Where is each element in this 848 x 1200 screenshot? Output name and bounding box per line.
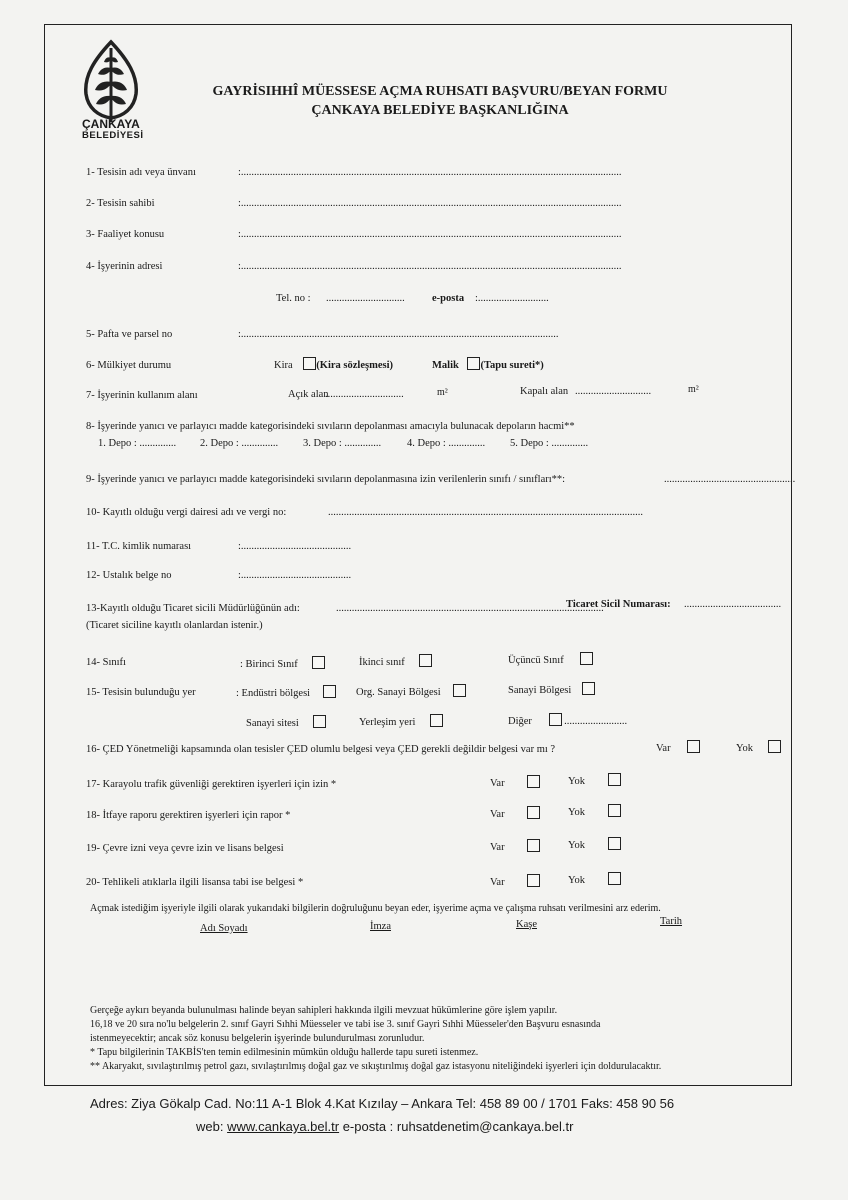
sanayi-bolgesi-label: Sanayi Bölgesi xyxy=(508,685,572,696)
f20-yok-checkbox[interactable] xyxy=(608,872,621,885)
field-17-label: 17- Karayolu trafik güvenliği gerektiren işyerleri için izin * xyxy=(86,779,337,790)
ucuncu-sinif-option xyxy=(508,652,593,666)
f19-yok-checkbox[interactable] xyxy=(608,837,621,850)
ticaret-sicil-label: Ticaret Sicil Numarası: xyxy=(566,599,671,610)
sanayi-sitesi-checkbox[interactable] xyxy=(313,715,326,728)
footer-address: Adres: Ziya Gökalp Cad. No:11 A-1 Blok 4.Kat Kızılay – Ankara Tel: 458 89 00 / 1701 Faks: 458 90 56 xyxy=(90,1096,675,1111)
field-11-label: 11- T.C. kimlik numarası xyxy=(86,541,192,552)
ucuncu-sinif-label: Üçüncü Sınıf xyxy=(508,655,564,666)
f17-var-option xyxy=(490,775,540,789)
field-13-note: (Ticaret siciline kayıtlı olanlardan istenir.) xyxy=(86,620,263,631)
f20-var-option xyxy=(490,874,540,888)
field-18-label: 18- İtfaye raporu gerektiren işyerleri için rapor * xyxy=(86,810,291,821)
field-3-input[interactable]: :................................................................................................................................................. xyxy=(238,229,622,240)
f18-var-label: Var xyxy=(490,809,505,820)
eposta-label: e-posta xyxy=(432,293,465,304)
f16-yok-checkbox[interactable] xyxy=(768,740,781,753)
org-sanayi-option xyxy=(356,684,466,698)
imza-label: İmza xyxy=(370,921,391,932)
kira-note: (Kira sözleşmesi) xyxy=(316,360,393,371)
logo-line1: ÇANKAYA xyxy=(82,117,140,131)
f19-yok-option xyxy=(568,837,621,851)
kase-label: Kaşe xyxy=(516,919,537,930)
f19-yok-label: Yok xyxy=(568,840,586,851)
depo-2-input[interactable]: 2. Depo : .............. xyxy=(200,438,279,449)
tel-label: Tel. no : xyxy=(276,293,311,304)
malik-checkbox[interactable] xyxy=(467,357,480,370)
f18-yok-label: Yok xyxy=(568,807,586,818)
footer-web-label: web: xyxy=(196,1119,224,1134)
depo-4-input[interactable]: 4. Depo : .............. xyxy=(407,438,486,449)
field-16-label: 16- ÇED Yönetmeliği kapsamında olan tesisler ÇED olumlu belgesi veya ÇED gerekli değildir belgesi var mı ? xyxy=(86,744,556,755)
field-10-label: 10- Kayıtlı olduğu vergi dairesi adı ve vergi no: xyxy=(86,507,287,518)
birinci-sinif-label: : Birinci Sınıf xyxy=(240,659,298,670)
f16-yok-label: Yok xyxy=(736,743,754,754)
acik-alan-label: Açık alan xyxy=(288,389,329,400)
org-sanayi-label: Org. Sanayi Bölgesi xyxy=(356,687,441,698)
field-5-label: 5- Pafta ve parsel no xyxy=(86,329,173,340)
f18-var-option xyxy=(490,806,540,820)
field-10-input[interactable]: ........................................................................................................................ xyxy=(328,507,643,518)
f18-yok-option xyxy=(568,804,621,818)
ikinci-sinif-label: İkinci sınıf xyxy=(359,657,405,668)
depo-5-input[interactable]: 5. Depo : .............. xyxy=(510,438,589,449)
field-9-label: 9- İşyerinde yanıcı ve parlayıcı madde kategorisindeki sıvıların depolanmasına izin verilenlerin sınıfı / sınıfları**: xyxy=(86,474,566,485)
f17-var-label: Var xyxy=(490,778,505,789)
f17-var-checkbox[interactable] xyxy=(527,775,540,788)
field-20-label: 20- Tehlikeli atıklarla ilgili lisansa tabi ise belgesi * xyxy=(86,877,304,888)
f20-yok-option xyxy=(568,872,621,886)
f19-var-label: Var xyxy=(490,842,505,853)
field-8-label: 8- İşyerinde yanıcı ve parlayıcı madde kategorisindeki sıvıların depolanması amacıyla bulunacak depoların hacmi** xyxy=(86,421,575,432)
sanayi-bolgesi-option xyxy=(508,682,595,696)
field-1-input[interactable]: :................................................................................................................................................. xyxy=(238,167,622,178)
yerlesim-yeri-checkbox[interactable] xyxy=(430,714,443,727)
f18-var-checkbox[interactable] xyxy=(527,806,540,819)
diger-option xyxy=(508,713,627,727)
ikinci-sinif-option xyxy=(359,654,432,668)
ticaret-sicil-input[interactable]: ..................................... xyxy=(684,599,782,610)
form-title: GAYRİSIHHÎ MÜESSESE AÇMA RUHSATI BAŞVURU/BEYAN FORMU xyxy=(212,84,668,99)
ucuncu-sinif-checkbox[interactable] xyxy=(580,652,593,665)
f19-var-option xyxy=(490,839,540,853)
field-2-input[interactable]: :................................................................................................................................................. xyxy=(238,198,622,209)
f16-var-option xyxy=(656,740,700,754)
endustri-label: : Endüstri bölgesi xyxy=(236,688,311,699)
kira-label: Kira xyxy=(274,360,293,371)
f17-yok-option xyxy=(568,773,621,787)
depo-3-input[interactable]: 3. Depo : .............. xyxy=(303,438,382,449)
f18-yok-checkbox[interactable] xyxy=(608,804,621,817)
logo-line2: BELEDİYESİ xyxy=(82,130,144,141)
field-2-label: 2- Tesisin sahibi xyxy=(86,198,155,209)
note-2: 16,18 ve 20 sıra no'lu belgelerin 2. sınıf Gayri Sıhhi Müesseler ve tabi ise 3. sınıf Gayri Sıhhi Müesseler'den Başvuru esnasında xyxy=(90,1019,601,1030)
field-12-input[interactable]: :.......................................... xyxy=(238,570,352,581)
f16-yok-option xyxy=(736,740,781,754)
malik-note: (Tapu sureti*) xyxy=(480,360,544,371)
acik-alan-input[interactable]: .............................. xyxy=(325,389,404,400)
malik-label: Malik xyxy=(432,360,459,371)
field-13-input[interactable]: ...................................................................................................... xyxy=(336,603,604,614)
form-subtitle: ÇANKAYA BELEDİYE BAŞKANLIĞINA xyxy=(311,103,569,118)
diger-label: Diğer xyxy=(508,716,532,727)
sanayi-sitesi-label: Sanayi sitesi xyxy=(246,718,299,729)
birinci-sinif-option xyxy=(240,656,325,670)
birinci-sinif-checkbox[interactable] xyxy=(312,656,325,669)
f16-var-label: Var xyxy=(656,743,671,754)
tarih-label: Tarih xyxy=(660,916,683,927)
note-1: Gerçeğe aykırı beyanda bulunulması halinde beyan sahipleri hakkında ilgili mevzuat hükümlerine göre işlem yapılır. xyxy=(90,1005,558,1016)
diger-input[interactable]: ........................ xyxy=(564,716,628,727)
footer-contact xyxy=(196,1119,573,1134)
diger-checkbox[interactable] xyxy=(549,713,562,726)
sanayi-bolgesi-checkbox[interactable] xyxy=(582,682,595,695)
f20-var-label: Var xyxy=(490,877,505,888)
f17-yok-label: Yok xyxy=(568,776,586,787)
field-9-input[interactable]: .................................................. xyxy=(664,474,796,485)
ikinci-sinif-checkbox[interactable] xyxy=(419,654,432,667)
endustri-checkbox[interactable] xyxy=(323,685,336,698)
field-6-label: 6- Mülkiyet durumu xyxy=(86,360,172,371)
field-14-label: 14- Sınıfı xyxy=(86,657,126,668)
field-15-label: 15- Tesisin bulunduğu yer xyxy=(86,687,196,698)
field-19-label: 19- Çevre izni veya çevre izin ve lisans belgesi xyxy=(86,843,284,854)
kira-option xyxy=(274,357,393,371)
kapali-alan-label: Kapalı alan xyxy=(520,386,569,397)
f17-yok-checkbox[interactable] xyxy=(608,773,621,786)
endustri-option xyxy=(236,685,336,699)
adi-soyadi-label: Adı Soyadı xyxy=(200,923,248,934)
yerlesim-yeri-option xyxy=(359,714,443,728)
field-4-input[interactable]: :................................................................................................................................................. xyxy=(238,261,622,272)
kapali-alan-input[interactable]: ............................. xyxy=(575,386,652,397)
yerlesim-yeri-label: Yerleşim yeri xyxy=(359,717,416,728)
kira-checkbox[interactable] xyxy=(303,357,316,370)
note-3: istenmeyecektir; ancak söz konusu belgelerin işyerinde bulundurulması zorunludur. xyxy=(90,1033,425,1044)
tel-input[interactable]: .............................. xyxy=(326,293,405,304)
field-5-input[interactable]: :......................................................................................................................... xyxy=(238,329,559,340)
f19-var-checkbox[interactable] xyxy=(527,839,540,852)
sanayi-sitesi-option xyxy=(246,715,326,729)
field-13-label: 13-Kayıtlı olduğu Ticaret sicili Müdürlüğünün adı: xyxy=(86,603,300,614)
logo-text xyxy=(82,118,144,142)
f20-yok-label: Yok xyxy=(568,875,586,886)
field-7-label: 7- İşyerinin kullanım alanı xyxy=(86,390,198,401)
note-5: ** Akaryakıt, sıvılaştırılmış petrol gazı, sıvılaştırılmış doğal gaz ve sıkıştırılmış doğal gaz istasyonu niteliğindeki işyerleri için doldurulacaktır. xyxy=(90,1061,662,1072)
eposta-input[interactable]: :........................... xyxy=(475,293,549,304)
org-sanayi-checkbox[interactable] xyxy=(453,684,466,697)
note-4: * Tapu bilgilerinin TAKBİS'ten temin edilmesinin mümkün olduğu hallerde tapu sureti istenmez. xyxy=(90,1047,479,1058)
f20-var-checkbox[interactable] xyxy=(527,874,540,887)
field-12-label: 12- Ustalık belge no xyxy=(86,570,172,581)
declaration-text: Açmak istediğim işyeriyle ilgili olarak yukarıdaki bilgilerin doğruluğunu beyan eder, işyerime açma ve çalışma ruhsatı verilmesini arz ederim. xyxy=(90,903,661,914)
field-1-label: 1- Tesisin adı veya ünvanı xyxy=(86,167,196,178)
kapali-alan-unit: m² xyxy=(688,384,699,395)
f16-var-checkbox[interactable] xyxy=(687,740,700,753)
acik-alan-unit: m² xyxy=(437,387,448,398)
footer-eposta: e-posta : ruhsatdenetim@cankaya.bel.tr xyxy=(339,1119,574,1134)
malik-option xyxy=(432,357,544,371)
field-11-input[interactable]: :.......................................... xyxy=(238,541,352,552)
field-3-label: 3- Faaliyet konusu xyxy=(86,229,165,240)
field-4-label: 4- İşyerinin adresi xyxy=(86,261,163,272)
depo-1-input[interactable]: 1. Depo : .............. xyxy=(98,438,177,449)
footer-web-link[interactable]: www.cankaya.bel.tr xyxy=(227,1119,340,1134)
